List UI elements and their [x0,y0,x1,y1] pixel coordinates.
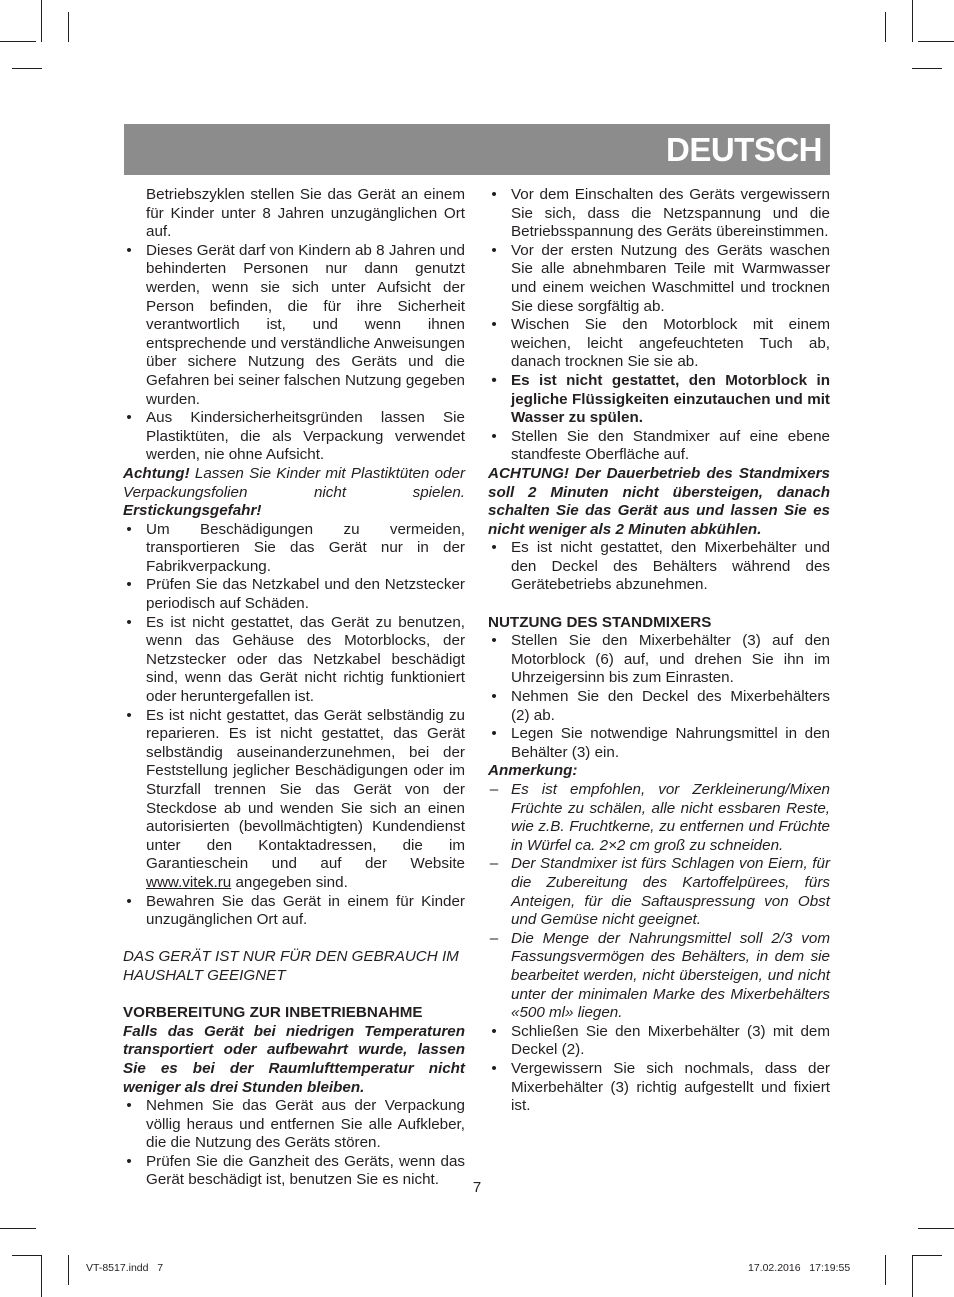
list-item: • Dieses Gerät darf von Kindern ab 8 Jahren und behinderten Personen nur dann genutzt werden, wenn sie sich unter Aufsicht der Person befinden, die für ihre Sicherheit verantwortlich ist, und wenn ihnen entsprechende und verständliche Anweisungen über sichere Nutzung des Geräts und die Gefahren bei seiner falschen Nutzung gegeben wurden. [126,241,465,408]
prep-note: Falls das Gerät bei niedrigen Temperaturen transportiert oder aufbewahrt wurde, lassen Sie es bei der Raumlufttemperatur nicht weniger als drei Stunden bleiben. [123,1022,465,1096]
crop-mark [0,1228,36,1229]
right-column [488,186,830,1116]
intro-paragraph: Betriebszyklen stellen Sie das Gerät an einem für Kinder unter 8 Jahren unzugänglichen Ort auf. [146,186,465,241]
crop-mark [918,1228,954,1229]
list-item: • Prüfen Sie die Ganzheit des Geräts, wenn das Gerät beschädigt ist, benutzen Sie es nicht. [126,1152,465,1189]
crop-mark [0,41,36,42]
list-item: • Aus Kindersicherheitsgründen lassen Sie Plastiktüten, die als Verpackung verwendet werden, nie ohne Aufsicht. [126,409,465,464]
crop-mark [12,68,42,69]
language-title: DEUTSCH [665,131,822,168]
attention-paragraph: ACHTUNG! Der Dauerbetrieb des Standmixers soll 2 Minuten nicht übersteigen, danach schalten Sie das Gerät aus und lassen Sie es nicht weniger als 2 Minuten abkühlen. [488,464,830,538]
list-item-bold: • Es ist nicht gestattet, den Motorblock in jegliche Flüssigkeiten einzutauchen und mit Wasser zu spülen. [491,371,830,427]
list-item: • Es ist nicht gestattet, den Mixerbehälter und den Deckel des Behälters während des Gerätebetriebs abzunehmen. [491,539,830,594]
language-header-bar [124,124,830,175]
crop-mark [912,0,913,42]
note-label: Anmerkung: [488,762,578,780]
section-heading-usage: NUTZUNG DES STANDMIXERS [488,613,712,631]
crop-mark [41,1255,42,1297]
list-item: • Prüfen Sie das Netzkabel und den Netzstecker periodisch auf Schäden. [126,576,465,613]
crop-mark [912,1255,942,1256]
left-column [123,186,465,1190]
list-item: • Es ist nicht gestattet, das Gerät zu benutzen, wenn das Gehäuse des Motorblocks, der Netzstecker oder das Netzkabel beschädigt sind, wenn das Gerät nicht richtig funktioniert oder heruntergefallen ist. [126,613,465,706]
footer-timestamp: 17.02.2016 17:19:55 [748,1262,851,1274]
note-item: – Es ist empfohlen, vor Zerkleinerung/Mixen Früchte zu schälen, alle nicht essbaren Reste, wie z.B. Fruchtkerne, zu entfernen und Früchte in Würfel ca. 2×2 cm groß zu schneiden. [489,781,830,854]
list-item: • Vor der ersten Nutzung des Geräts waschen Sie alle abnehmbaren Teile mit Warmwasser und einem weichen Waschmittel und trocknen Sie diese sorgfältig ab. [491,241,830,315]
crop-mark [41,0,42,42]
household-note: DAS GERÄT IST NUR FÜR DEN GEBRAUCH IM HAUSHALT GEEIGNET [123,948,459,984]
list-item: • Nehmen Sie den Deckel des Mixerbehälters (2) ab. [491,688,830,724]
list-item: • Schließen Sie den Mixerbehälter (3) mit dem Deckel (2). [491,1022,830,1059]
list-item: • Um Beschädigungen zu vermeiden, transportieren Sie das Gerät nur in der Fabrikverpackung. [126,520,465,575]
crop-mark [885,1255,886,1285]
section-heading-preparation: VORBEREITUNG ZUR INBETRIEBNAHME [123,1004,423,1022]
list-item: • Es ist nicht gestattet, das Gerät selbständig zu reparieren. Es ist nicht gestattet, das Gerät selbständig auseinanderzunehmen, bei der Feststellung jeglicher Beschädigungen oder im Sturzfall trennen Sie das Gerät von der Steckdose ab und wenden Sie sich an einen autorisierten (bevollmächtigten) Kundendienst unter den Kontaktadressen, die im Garantieschein und auf der Website www.vitek.ru angegeben sind. [126,706,465,891]
website-link[interactable]: www.vitek.ru [146,873,232,891]
note-item: – Der Standmixer ist fürs Schlagen von Eiern, für die Zubereitung des Kartoffelpürees, fürs Anteigen, für die Saftauspressung von Obst und Gemüse nicht geeignet. [489,855,830,929]
crop-mark [68,12,69,42]
crop-mark [12,1255,42,1256]
list-item: • Bewahren Sie das Gerät in einem für Kinder unzugänglichen Ort auf. [126,892,465,929]
crop-mark [912,1255,913,1297]
crop-mark [885,12,886,42]
list-item: • Nehmen Sie das Gerät aus der Verpackung völlig heraus und entfernen Sie alle Aufkleber, die die Nutzung des Geräts stören. [126,1097,465,1152]
list-item: • Legen Sie notwendige Nahrungsmittel in den Behälter (3) ein. [491,725,830,761]
note-item: – Die Menge der Nahrungsmittel soll 2/3 vom Fassungsvermögen des Behälters, in dem sie bearbeitet werden, nicht übersteigen, und nicht unter der minimalen Marke des Mixerbehälters «500 ml» liegen. [489,929,830,1022]
list-item: • Vergewissern Sie sich nochmals, dass der Mixerbehälter (3) richtig aufgestellt und fixiert ist. [491,1059,830,1115]
crop-mark [918,41,954,42]
warning-paragraph: Achtung! Lassen Sie Kinder mit Plastiktüten oder Verpackungsfolien nicht spielen. Erstickungsgefahr! [123,464,465,520]
list-item: • Stellen Sie den Standmixer auf eine ebene standfeste Oberfläche auf. [491,427,830,464]
page-number: 7 [472,1179,482,1196]
crop-mark [68,1255,69,1285]
crop-mark [912,68,942,69]
footer-file: VT-8517.indd 7 [86,1262,164,1274]
list-item: • Vor dem Einschalten des Geräts vergewissern Sie sich, dass die Netzspannung und die Betriebsspannung des Geräts übereinstimmen. [491,186,830,241]
list-item: • Wischen Sie den Motorblock mit einem weichen, leicht angefeuchteten Tuch ab, danach trocknen Sie sie ab. [491,316,830,371]
list-item: • Stellen Sie den Mixerbehälter (3) auf den Motorblock (6) auf, und drehen Sie ihn im Uhrzeigersinn bis zum Einrasten. [491,632,830,687]
